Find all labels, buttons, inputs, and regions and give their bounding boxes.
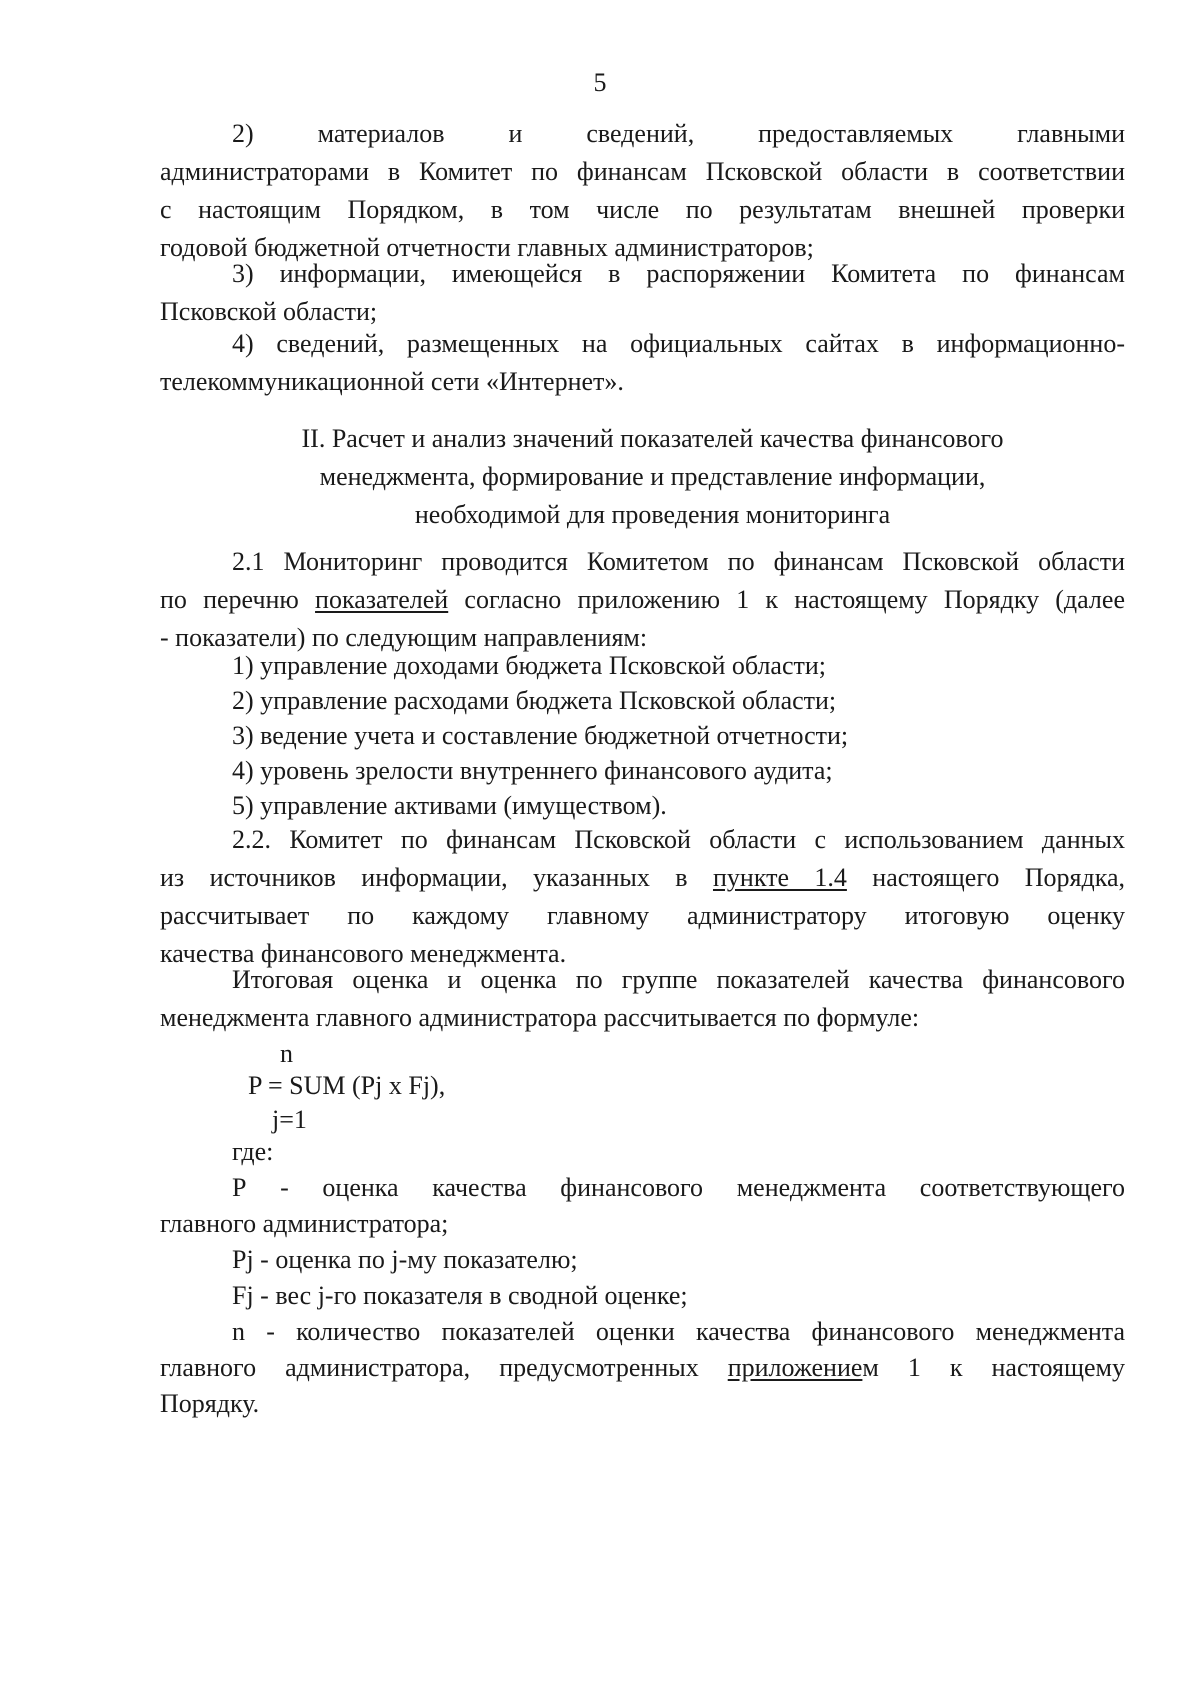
paragraph-2-2-line: качества финансового менеджмента.	[160, 939, 567, 968]
section-heading-line: II. Расчет и анализ значений показателей качества финансового	[301, 424, 1004, 453]
source-item-4-line: телекоммуникационной сети «Интернет».	[160, 367, 624, 396]
paragraph-2-2-line	[160, 859, 1125, 897]
direction-item: 2) управление расходами бюджета Псковской области;	[232, 686, 837, 715]
text-fragment: согласно приложению 1 к настоящему Порядку (далее	[448, 585, 1125, 614]
formula-upper-limit: n	[280, 1039, 293, 1068]
definition-fj: Fj - вес j-го показателя в сводной оценке;	[232, 1281, 688, 1310]
definition-p-line: Р - оценка качества финансового менеджмента соответствующего	[232, 1173, 1125, 1202]
source-item-3-line: 3) информации, имеющейся в распоряжении Комитета по финансам	[232, 259, 1125, 288]
text-fragment: м 1 к настоящему	[862, 1353, 1126, 1382]
source-item-4	[160, 325, 1125, 401]
page-number: 5	[593, 68, 607, 97]
source-item-2-line: 2) материалов и сведений, предоставляемых главными	[232, 119, 1125, 148]
section-heading-line: менеджмента, формирование и представление информации,	[319, 462, 986, 491]
definition-p-line: главного администратора;	[160, 1209, 449, 1238]
indicators-link[interactable]: показателей	[315, 585, 449, 614]
definition-n-line: Порядку.	[160, 1389, 260, 1418]
directions-list	[160, 648, 1125, 823]
text-fragment: главного администратора, предусмотренных	[160, 1353, 728, 1382]
direction-item: 1) управление доходами бюджета Псковской области;	[232, 651, 827, 680]
paragraph-2-2-line: 2.2. Комитет по финансам Псковской области с использованием данных	[232, 825, 1125, 854]
direction-item: 3) ведение учета и составление бюджетной отчетности;	[232, 721, 849, 750]
formula-expression: P = SUM (Pj x Fj),	[248, 1071, 446, 1100]
section-heading-line: необходимой для проведения мониторинга	[414, 500, 891, 529]
source-item-2-line: с настоящим Порядком, в том числе по результатам внешней проверки	[160, 195, 1125, 224]
section-2-heading	[0, 420, 1200, 534]
formula-intro-line: Итоговая оценка и оценка по группе показателей качества финансового	[232, 965, 1125, 994]
sum-formula	[160, 1035, 560, 1145]
formula-intro-line: менеджмента главного администратора рассчитывается по формуле:	[160, 1003, 920, 1032]
paragraph-2-2	[160, 821, 1125, 973]
appendix-link[interactable]: приложение	[727, 1353, 863, 1382]
source-item-2-line: администраторами в Комитет по финансам Псковской области в соответствии	[160, 157, 1125, 186]
clause-1-4-link[interactable]: пункте 1.4	[712, 863, 847, 892]
paragraph-2-2-line: рассчитывает по каждому главному администратору итоговую оценку	[160, 901, 1125, 930]
definitions	[160, 1134, 1125, 1422]
text-fragment: настоящего Порядка,	[846, 863, 1125, 892]
paragraph-2-1-line: 2.1 Мониторинг проводится Комитетом по финансам Псковской области	[232, 547, 1125, 576]
definition-n-line: n - количество показателей оценки качества финансового менеджмента	[232, 1317, 1125, 1346]
source-item-3	[160, 255, 1125, 331]
source-item-2-line: годовой бюджетной отчетности главных администраторов;	[160, 233, 814, 262]
paragraph-2-1	[160, 543, 1125, 657]
where-label: где:	[232, 1137, 274, 1166]
paragraph-2-1-line: - показатели) по следующим направлениям:	[160, 623, 648, 652]
definition-pj: Pj - оценка по j-му показателю;	[232, 1245, 578, 1274]
source-item-3-line: Псковской области;	[160, 297, 378, 326]
text-fragment: по перечню	[160, 585, 316, 614]
direction-item: 4) уровень зрелости внутреннего финансового аудита;	[232, 756, 833, 785]
direction-item: 5) управление активами (имуществом).	[232, 791, 667, 820]
formula-intro	[160, 961, 1125, 1037]
source-item-4-line: 4) сведений, размещенных на официальных сайтах в информационно-	[232, 329, 1125, 358]
paragraph-2-1-line	[160, 581, 1125, 619]
definition-n-line	[160, 1350, 1125, 1386]
text-fragment: из источников информации, указанных в	[160, 863, 713, 892]
formula-lower-limit: j=1	[272, 1105, 307, 1134]
source-item-2	[160, 115, 1125, 267]
